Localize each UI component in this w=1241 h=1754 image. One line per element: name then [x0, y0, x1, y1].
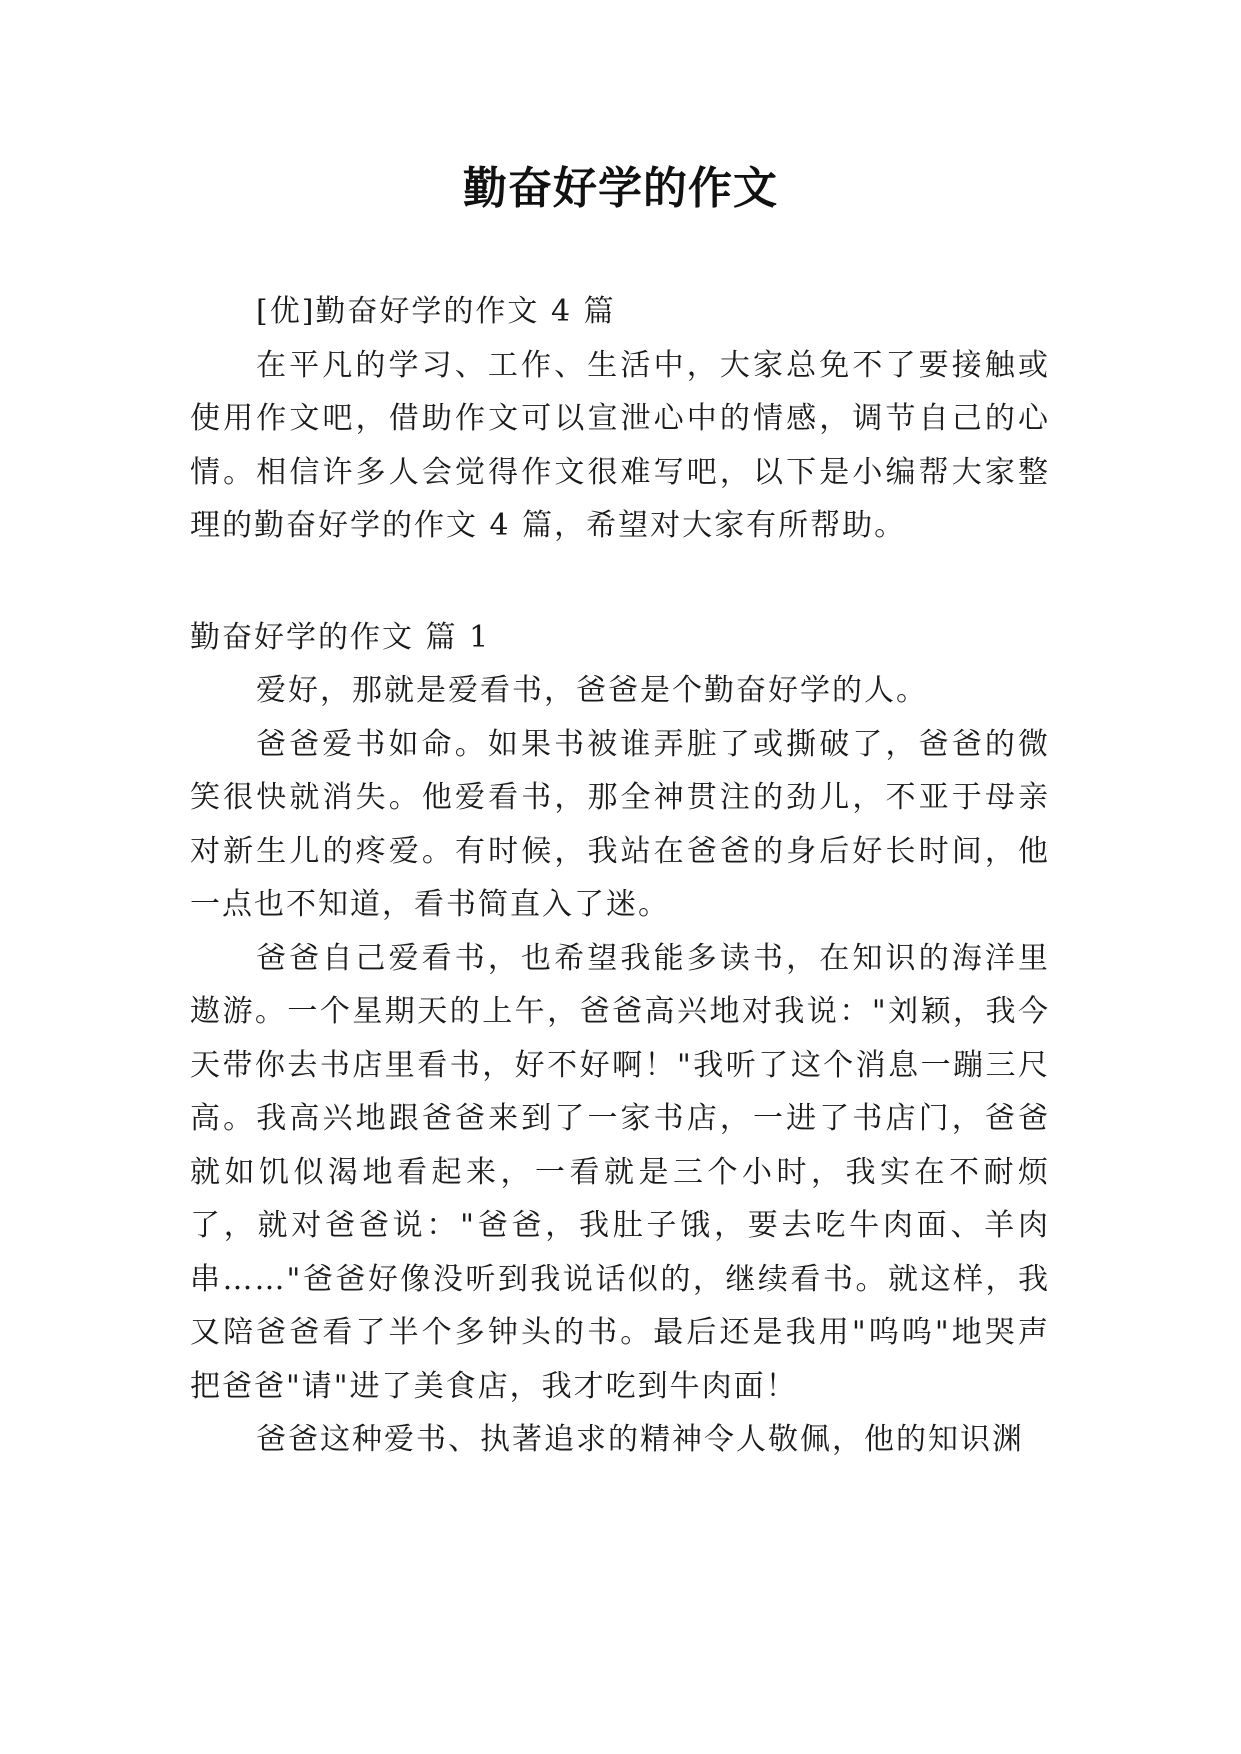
document-title: 勤奋好学的作文	[463, 163, 778, 214]
body-paragraph-3: 爸爸自己爱看书，也希望我能多读书，在知识的海洋里遨游。一个星期天的上午，爸爸高兴地对我说："刘颖，我今天带你去书店里看书，好不好啊！"我听了这个消息一蹦三尺高。我高兴地跟爸爸来到了一家书店，一进了书店门，爸爸就如饥似渴地看起来，一看就是三个小时，我实在不耐烦了，就对爸爸说："爸爸，我肚子饿，要去吃牛肉面、羊肉串……"爸爸好像没听到我说话似的，继续看书。就这样，我又陪爸爸看了半个多钟头的书。最后还是我用"呜呜"地哭声把爸爸"请"进了美食店，我才吃到牛肉面！	[190, 940, 1050, 1404]
section-spacer	[190, 553, 1050, 611]
body-paragraph-4: 爸爸这种爱书、执著追求的精神令人敬佩，他的知识渊	[256, 1422, 1024, 1457]
section-heading: 勤奋好学的作文 篇 1	[190, 619, 491, 655]
intro-paragraph: 在平凡的学习、工作、生活中，大家总免不了要接触或使用作文吧，借助作文可以宣泄心中的情感，调节自己的心情。相信许多人会觉得作文很难写吧，以下是小编帮大家整理的勤奋好学的作文 4 篇，希望对大家有所帮助。	[190, 347, 1050, 543]
document-body	[190, 285, 1050, 1467]
document-subtitle: [优]勤奋好学的作文 4 篇	[256, 294, 616, 329]
body-paragraph-2: 爸爸爱书如命。如果书被谁弄脏了或撕破了，爸爸的微笑很快就消失。他爱看书，那全神贯注的劲儿，不亚于母亲对新生儿的疼爱。有时候，我站在爸爸的身后好长时间，他一点也不知道，看书简直入了迷。	[190, 726, 1050, 922]
body-paragraph-1: 爱好，那就是爱看书，爸爸是个勤奋好学的人。	[256, 673, 928, 708]
